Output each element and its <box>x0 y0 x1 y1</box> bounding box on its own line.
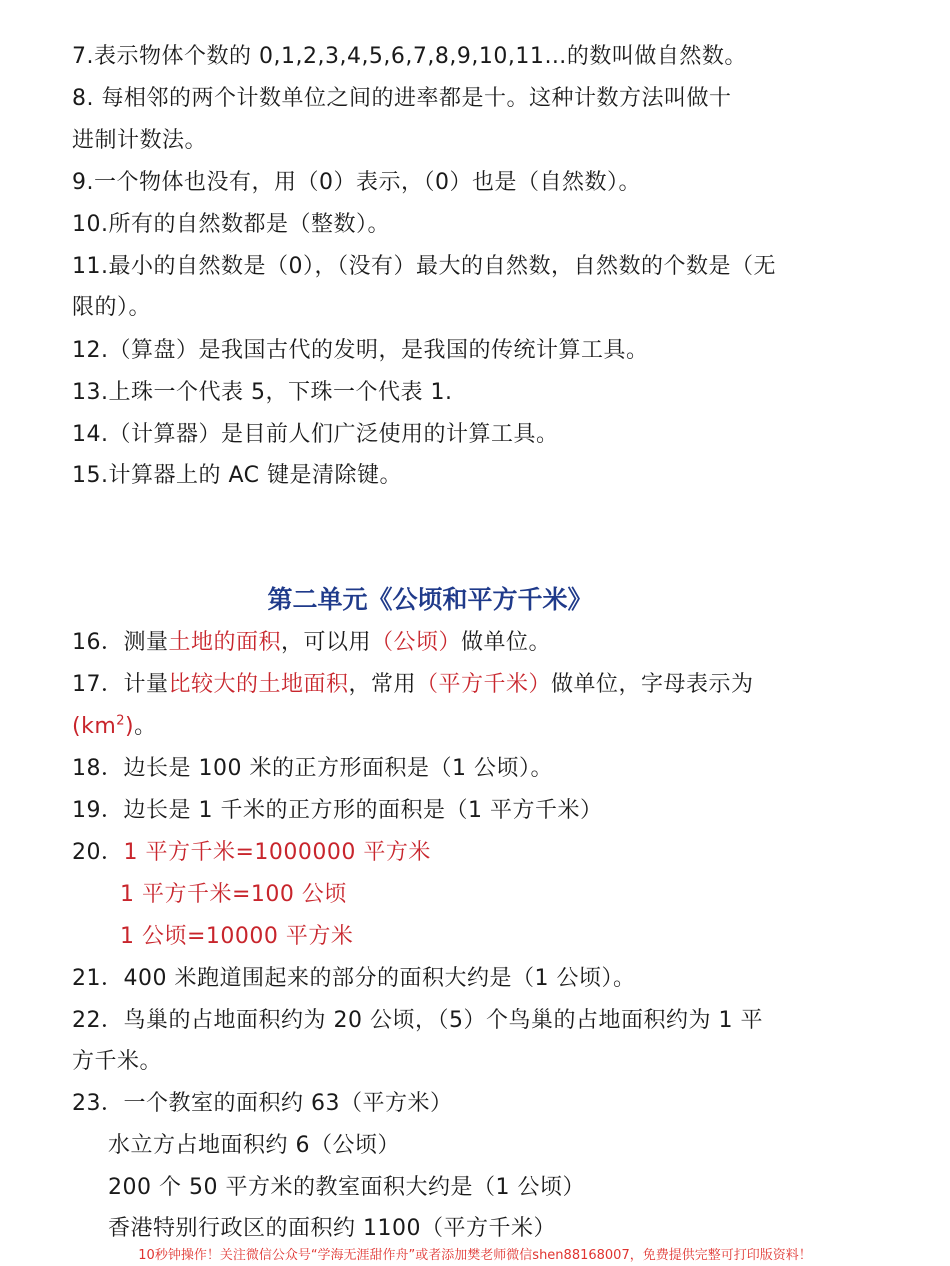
footer-promo: 10秒钟操作！关注微信公众号“学海无涯甜作舟”或者添加樊老师微信shen88168007，免费提供完整可打印版资料！ <box>138 1248 812 1263</box>
item-16 <box>72 628 551 658</box>
unit-2-heading: 第二单元《公顷和平方千米》 <box>267 585 593 614</box>
conversion-km2-m2: 1 平方千米=1000000 平方米 <box>123 840 431 865</box>
item-16-prefix: 16．测量 <box>72 630 169 655</box>
item-16-highlight-1: 土地的面积 <box>168 630 282 655</box>
item-17-prefix: 17．计量 <box>72 672 169 697</box>
item-22-line2: 方千米。 <box>72 1049 163 1074</box>
item-17-line2 <box>72 712 157 742</box>
item-12: 12.（算盘）是我国古代的发明，是我国的传统计算工具。 <box>72 338 649 363</box>
item-10: 10.所有的自然数都是（整数）。 <box>72 212 390 237</box>
item-7: 7.表示物体个数的 0,1,2,3,4,5,6,7,8,9,10,11…的数叫做自然数。 <box>72 44 747 69</box>
item-9: 9.一个物体也没有，用（0）表示，（0）也是（自然数）。 <box>72 170 641 195</box>
item-23-line1: 23．一个教室的面积约 63（平方米） <box>72 1091 453 1116</box>
item-17-highlight-2: （平方千米） <box>416 672 552 697</box>
km-unit: (km <box>72 714 117 739</box>
km-unit-close: ) <box>125 714 135 739</box>
item-11-line2: 限的）。 <box>72 295 152 320</box>
item-18: 18．边长是 100 米的正方形面积是（1 公顷）。 <box>72 756 553 781</box>
item-13: 13.上珠一个代表 5，下珠一个代表 1. <box>72 380 453 405</box>
item-8-line1: 8. 每相邻的两个计数单位之间的进率都是十。这种计数方法叫做十 <box>72 86 732 111</box>
conversion-km2-ha: 1 平方千米=100 公顷 <box>120 882 347 907</box>
item-22-line1: 22．鸟巢的占地面积约为 20 公顷，（5）个鸟巢的占地面积约为 1 平 <box>72 1008 763 1033</box>
conversion-ha-m2: 1 公顷=10000 平方米 <box>120 924 354 949</box>
item-23-line4: 香港特别行政区的面积约 1100（平方千米） <box>108 1216 556 1241</box>
item-17-highlight-1: 比较大的土地面积 <box>168 672 349 697</box>
item-21: 21．400 米跑道围起来的部分的面积大约是（1 公顷）。 <box>72 966 636 991</box>
km-exponent: 2 <box>116 713 126 729</box>
item-15: 15.计算器上的 AC 键是清除键。 <box>72 463 402 488</box>
item-23-line3: 200 个 50 平方米的教室面积大约是（1 公顷） <box>108 1175 585 1200</box>
item-16-mid: ，可以用 <box>281 630 372 655</box>
item-16-highlight-2: （公顷） <box>371 630 462 655</box>
item-17-mid: ，常用 <box>348 672 417 697</box>
item-11-line1: 11.最小的自然数是（0），（没有）最大的自然数，自然数的个数是（无 <box>72 254 776 279</box>
item-16-suffix: 做单位。 <box>461 630 552 655</box>
item-8-line2: 进制计数法。 <box>72 128 208 153</box>
item-17-suffix: 做单位，字母表示为 <box>551 672 754 697</box>
item-20-line1 <box>72 838 431 868</box>
item-20-prefix: 20． <box>72 840 124 865</box>
item-23-line2: 水立方占地面积约 6（公顷） <box>108 1133 400 1158</box>
item-17-line1 <box>72 670 754 700</box>
item-19: 19．边长是 1 千米的正方形的面积是（1 平方千米） <box>72 798 603 823</box>
item-14: 14.（计算器）是目前人们广泛使用的计算工具。 <box>72 422 559 447</box>
item-17-end: 。 <box>134 714 157 739</box>
